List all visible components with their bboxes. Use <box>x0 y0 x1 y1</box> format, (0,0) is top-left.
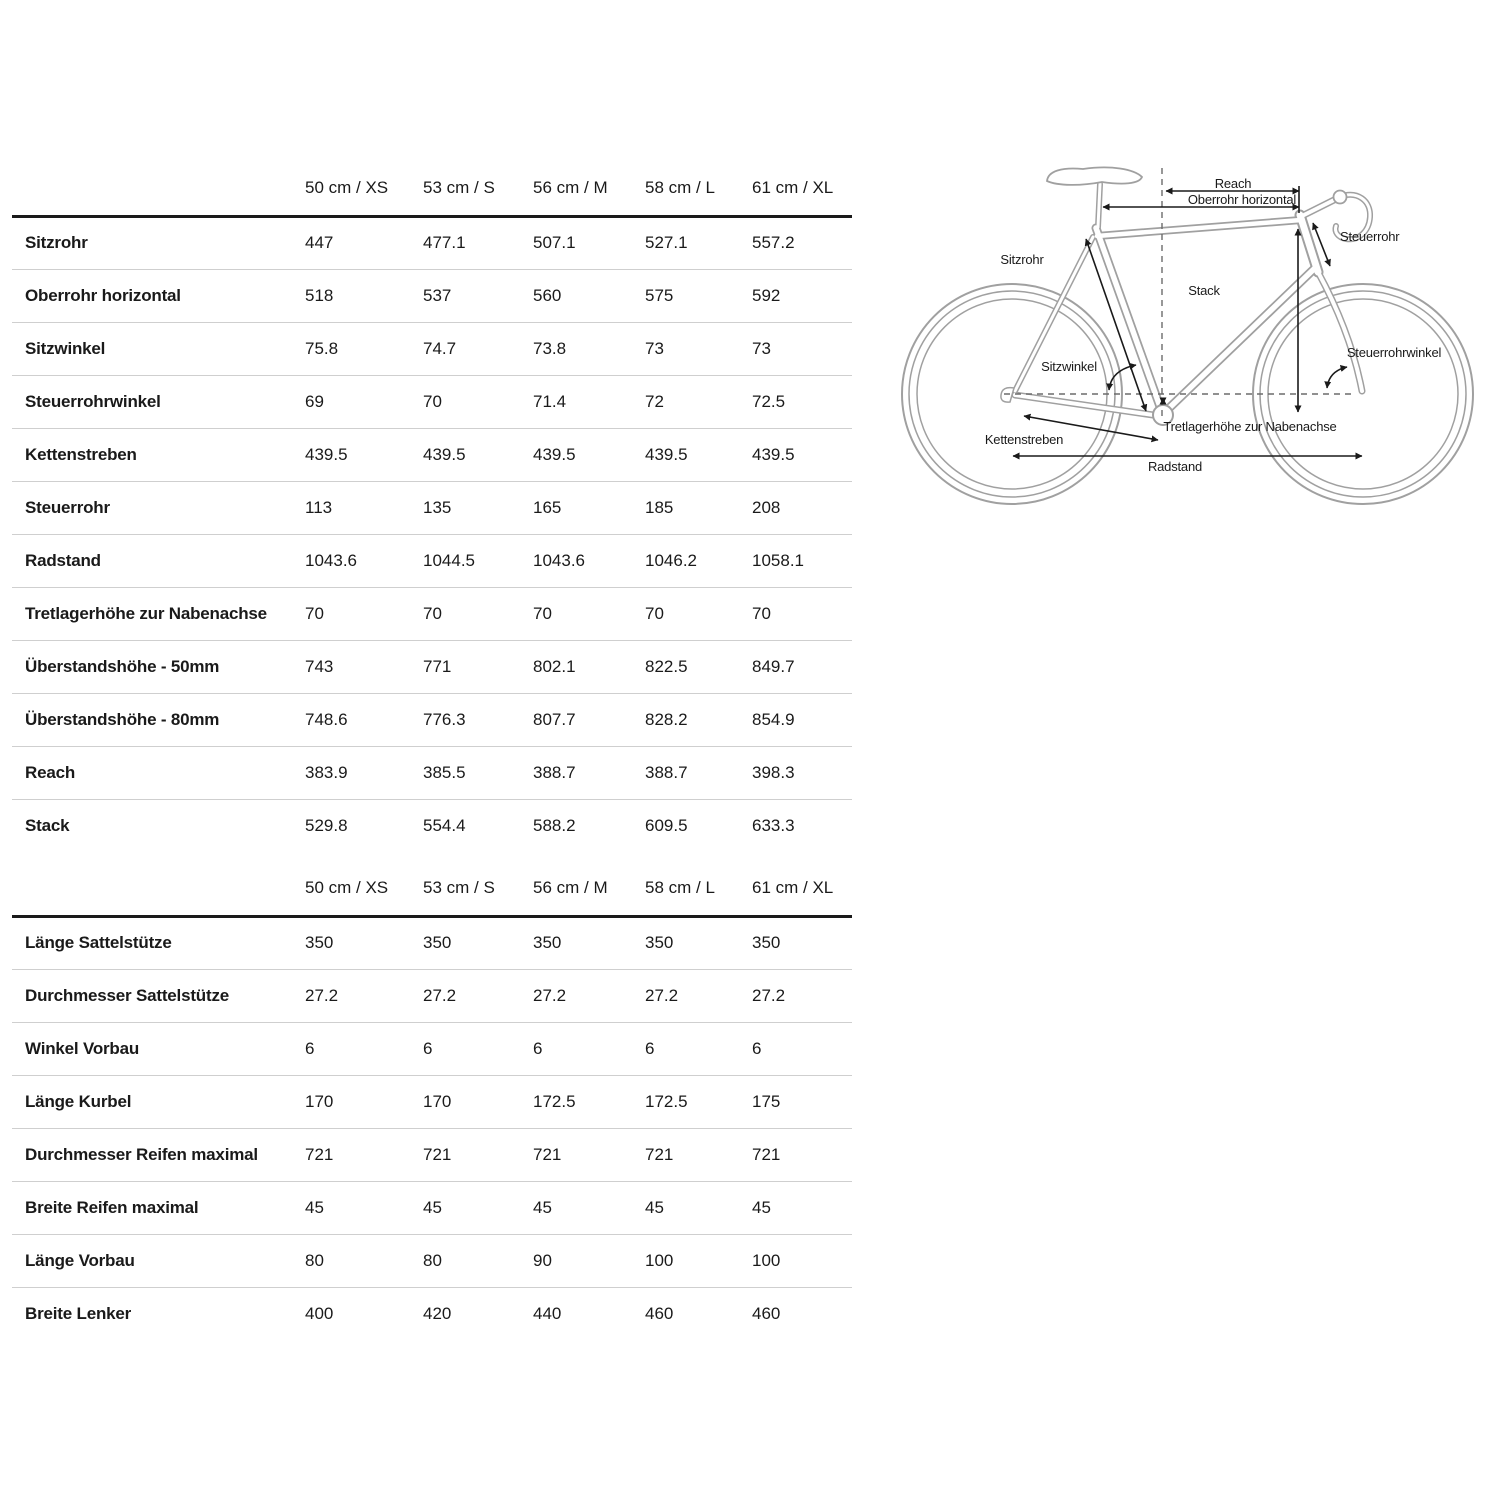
diagram-label-kettenstreben: Kettenstreben <box>984 432 1064 447</box>
size-column-header: 50 cm / XS <box>305 162 423 216</box>
measure-label: Stack <box>12 799 305 852</box>
measure-label: Breite Reifen maximal <box>12 1181 305 1234</box>
measure-value: 385.5 <box>423 746 533 799</box>
geometry-row <box>12 1181 852 1234</box>
measure-value: 27.2 <box>645 969 752 1022</box>
measure-label: Reach <box>12 746 305 799</box>
geometry-row <box>12 799 852 852</box>
measure-value: 383.9 <box>305 746 423 799</box>
geometry-row <box>12 375 852 428</box>
measure-value: 609.5 <box>645 799 752 852</box>
measure-label: Breite Lenker <box>12 1287 305 1340</box>
measure-value: 447 <box>305 233 334 252</box>
measure-label: Überstandshöhe - 50mm <box>12 640 305 693</box>
measure-value: 439.5 <box>305 428 423 481</box>
measure-value: 554.4 <box>423 799 533 852</box>
measure-value: 388.7 <box>533 746 645 799</box>
measure-value: 1046.2 <box>645 534 752 587</box>
measure-label: Kettenstreben <box>12 428 305 481</box>
geometry-row <box>12 1234 852 1287</box>
measure-value: 70 <box>752 587 852 640</box>
measure-label: Überstandshöhe - 80mm <box>12 693 305 746</box>
measure-value: 90 <box>533 1234 645 1287</box>
geometry-row <box>12 534 852 587</box>
diagram-label-steuerrohrwinkel: Steuerrohrwinkel <box>1346 345 1442 360</box>
geometry-row <box>12 746 852 799</box>
measure-value: 460 <box>752 1287 852 1340</box>
measure-value: 45 <box>305 1181 423 1234</box>
measure-value: 100 <box>752 1234 852 1287</box>
measure-value: 527.1 <box>645 233 688 252</box>
measure-value: 400 <box>305 1287 423 1340</box>
measure-value: 633.3 <box>752 799 852 852</box>
measure-value: 802.1 <box>533 640 645 693</box>
measure-label: Steuerrohr <box>12 481 305 534</box>
size-column-header: 61 cm / XL <box>752 162 852 216</box>
measure-value: 807.7 <box>533 693 645 746</box>
geometry-tables <box>12 162 852 1340</box>
measure-label: Länge Sattelstütze <box>25 933 172 952</box>
measure-value: 170 <box>423 1075 533 1128</box>
size-column-header: 53 cm / S <box>423 862 533 916</box>
measure-label: Oberrohr horizontal <box>12 269 305 322</box>
measure-value: 45 <box>752 1181 852 1234</box>
measure-value: 73 <box>752 322 852 375</box>
size-header-row <box>12 162 852 216</box>
measure-value: 72 <box>645 375 752 428</box>
measure-value: 771 <box>423 640 533 693</box>
measure-value: 588.2 <box>533 799 645 852</box>
geometry-row <box>12 969 852 1022</box>
measure-value: 208 <box>752 481 852 534</box>
measure-value: 6 <box>752 1022 852 1075</box>
measure-label: Länge Vorbau <box>12 1234 305 1287</box>
measure-value: 27.2 <box>752 969 852 1022</box>
steuerrohrwinkel-arc <box>1327 367 1347 388</box>
measure-value: 6 <box>533 1022 645 1075</box>
measure-value: 73.8 <box>533 322 645 375</box>
measure-value: 743 <box>305 640 423 693</box>
measure-value: 460 <box>645 1287 752 1340</box>
measure-value: 45 <box>645 1181 752 1234</box>
geometry-row <box>12 640 852 693</box>
size-column-header: 53 cm / S <box>423 162 533 216</box>
measure-value: 1044.5 <box>423 534 533 587</box>
geometry-row <box>12 1022 852 1075</box>
size-column-header: 56 cm / M <box>533 162 645 216</box>
diagram-label-steuerrohr: Steuerrohr <box>1340 229 1400 244</box>
measure-label: Durchmesser Sattelstütze <box>12 969 305 1022</box>
measure-label: Winkel Vorbau <box>12 1022 305 1075</box>
size-column-header: 58 cm / L <box>645 162 752 216</box>
diagram-label-stack: Stack <box>1188 283 1220 298</box>
bike-diagram-svg <box>890 140 1500 515</box>
measure-value: 6 <box>645 1022 752 1075</box>
measure-value: 80 <box>305 1234 423 1287</box>
measure-value: 69 <box>305 375 423 428</box>
measure-value: 72.5 <box>752 375 852 428</box>
diagram-label-radstand: Radstand <box>1147 459 1203 474</box>
measure-label: Steuerrohrwinkel <box>12 375 305 428</box>
sitzrohr-arrow <box>1086 239 1146 411</box>
measure-value: 439.5 <box>423 428 533 481</box>
measure-value: 822.5 <box>645 640 752 693</box>
measure-value: 854.9 <box>752 693 852 746</box>
measure-value: 172.5 <box>533 1075 645 1128</box>
measure-value: 45 <box>423 1181 533 1234</box>
diagram-label-sitzwinkel: Sitzwinkel <box>1041 359 1097 374</box>
measure-value: 350 <box>645 933 674 952</box>
measure-value: 721 <box>645 1128 752 1181</box>
size-header-row <box>12 862 852 916</box>
diagram-labels <box>985 176 1442 474</box>
measure-value: 27.2 <box>533 969 645 1022</box>
corner-cell <box>12 162 305 216</box>
measure-value: 350 <box>305 933 334 952</box>
geometry-row <box>12 693 852 746</box>
measure-value: 575 <box>645 269 752 322</box>
measure-value: 398.3 <box>752 746 852 799</box>
measure-value: 170 <box>305 1075 423 1128</box>
measure-value: 113 <box>305 481 423 534</box>
measure-value: 350 <box>423 933 452 952</box>
geometry-row <box>12 269 852 322</box>
measure-value: 175 <box>752 1075 852 1128</box>
measure-value: 592 <box>752 269 852 322</box>
measure-value: 27.2 <box>423 969 533 1022</box>
measure-value: 439.5 <box>645 428 752 481</box>
measure-value: 560 <box>533 269 645 322</box>
measure-value: 439.5 <box>752 428 852 481</box>
measure-value: 477.1 <box>423 233 466 252</box>
bike-geometry-diagram <box>890 140 1500 515</box>
measure-value: 721 <box>305 1128 423 1181</box>
geometry-row <box>12 481 852 534</box>
measure-value: 529.8 <box>305 799 423 852</box>
measure-value: 73 <box>645 322 752 375</box>
measure-value: 350 <box>752 933 781 952</box>
measure-value: 6 <box>305 1022 423 1075</box>
measure-value: 1058.1 <box>752 534 852 587</box>
geometry-row <box>12 322 852 375</box>
size-column-header: 61 cm / XL <box>752 862 852 916</box>
measure-value: 518 <box>305 269 423 322</box>
measure-value: 71.4 <box>533 375 645 428</box>
measure-value: 172.5 <box>645 1075 752 1128</box>
diagram-label-reach: Reach <box>1214 176 1252 191</box>
measure-value: 165 <box>533 481 645 534</box>
measure-value: 70 <box>423 587 533 640</box>
rear-dropout <box>1001 388 1014 402</box>
geometry-row <box>12 1075 852 1128</box>
measure-value: 440 <box>533 1287 645 1340</box>
corner-cell <box>12 862 305 916</box>
measure-value: 721 <box>533 1128 645 1181</box>
measure-label: Sitzwinkel <box>12 322 305 375</box>
measure-value: 537 <box>423 269 533 322</box>
measure-value: 70 <box>423 375 533 428</box>
measure-value: 420 <box>423 1287 533 1340</box>
handlebar-clamp <box>1334 191 1347 204</box>
measure-value: 75.8 <box>305 322 423 375</box>
measure-value: 721 <box>423 1128 533 1181</box>
component-geometry-table <box>12 862 852 1340</box>
diagram-label-sitzrohr: Sitzrohr <box>1000 252 1044 267</box>
measure-value: 776.3 <box>423 693 533 746</box>
measure-value: 80 <box>423 1234 533 1287</box>
measure-label: Durchmesser Reifen maximal <box>12 1128 305 1181</box>
measure-value: 748.6 <box>305 693 423 746</box>
measure-value: 70 <box>645 587 752 640</box>
measure-value: 135 <box>423 481 533 534</box>
measure-value: 439.5 <box>533 428 645 481</box>
frame-geometry-table <box>12 162 852 852</box>
measure-value: 6 <box>423 1022 533 1075</box>
measure-value: 388.7 <box>645 746 752 799</box>
measure-value: 74.7 <box>423 322 533 375</box>
geometry-row <box>12 216 852 269</box>
size-column-header: 50 cm / XS <box>305 862 423 916</box>
size-column-header: 56 cm / M <box>533 862 645 916</box>
measure-label: Radstand <box>12 534 305 587</box>
measure-value: 507.1 <box>533 233 576 252</box>
saddle <box>1047 167 1142 184</box>
geometry-row <box>12 916 852 969</box>
measure-value: 1043.6 <box>533 534 645 587</box>
measure-value: 828.2 <box>645 693 752 746</box>
measure-value: 185 <box>645 481 752 534</box>
geometry-row <box>12 587 852 640</box>
diagram-label-oberrohr: Oberrohr horizontal <box>1187 192 1297 207</box>
measure-value: 849.7 <box>752 640 852 693</box>
measure-value: 350 <box>533 933 562 952</box>
size-column-header: 58 cm / L <box>645 862 752 916</box>
measure-value: 70 <box>533 587 645 640</box>
geometry-row <box>12 1287 852 1340</box>
measure-label: Tretlagerhöhe zur Nabenachse <box>12 587 305 640</box>
measure-value: 100 <box>645 1234 752 1287</box>
diagram-label-tretlagerhoehe: Tretlagerhöhe zur Nabenachse <box>1163 419 1337 434</box>
measure-value: 27.2 <box>305 969 423 1022</box>
measure-value: 721 <box>752 1128 852 1181</box>
measure-value: 45 <box>533 1181 645 1234</box>
geometry-row <box>12 1128 852 1181</box>
geometry-row <box>12 428 852 481</box>
measure-label: Länge Kurbel <box>12 1075 305 1128</box>
measure-label: Sitzrohr <box>25 233 88 252</box>
measure-value: 557.2 <box>752 233 795 252</box>
measure-value: 70 <box>305 587 423 640</box>
measure-value: 1043.6 <box>305 534 423 587</box>
